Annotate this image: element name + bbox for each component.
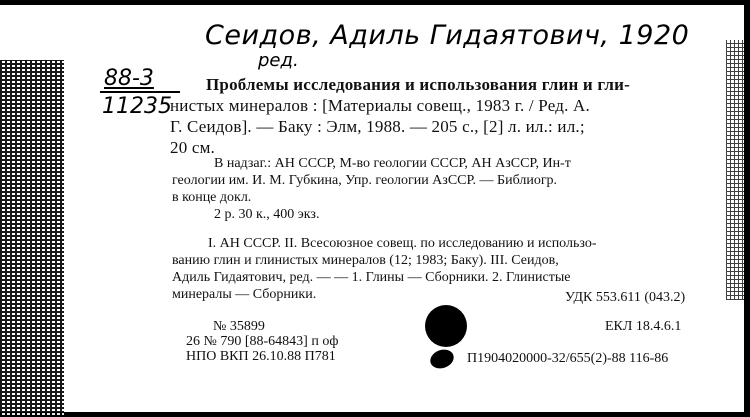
handwritten-author-name: Сеидов, Адиль Гидаятович, 1920 <box>205 20 690 51</box>
note-line-3: в конце докл. <box>172 190 252 205</box>
handwritten-editor-mark: ред. <box>258 50 299 71</box>
tracing-line-2: ванию глин и глинистых минералов (12; 1983; Баку). III. Сеидов, <box>172 253 559 268</box>
note-line-1: В надзаг.: АН СССР, М-во геологии СССР, АН АзССР, Ин-т <box>214 156 571 171</box>
scan-border-right <box>744 0 750 417</box>
handwritten-inventory-number: 11235 <box>102 94 172 119</box>
printing-info: НПО ВКП 26.10.88 П781 <box>186 349 336 364</box>
ink-blot-small <box>428 346 457 371</box>
ink-blot-large <box>425 305 467 347</box>
price-line: 2 р. 30 к., 400 экз. <box>214 207 320 222</box>
title-line-2: нистых минералов : [Материалы совещ., 1983 г. / Ред. А. <box>170 96 590 115</box>
tracing-line-1: I. АН СССР. II. Всесоюзное совещ. по исследованию и использо- <box>208 236 597 251</box>
title-line-4: 20 см. <box>170 138 216 157</box>
scan-border-top <box>0 0 750 5</box>
udk-code: УДК 553.611 (043.2) <box>565 290 686 305</box>
scan-noise-right <box>726 40 744 300</box>
handwritten-divider <box>100 91 180 93</box>
tracing-line-3: Адиль Гидаятович, ред. — — 1. Глины — Сборники. 2. Глинистые <box>172 270 571 285</box>
bibliographic-code: П1904020000-32/655(2)-88 116-86 <box>467 351 669 366</box>
tracing-line-4: минералы — Сборники. <box>172 287 317 302</box>
scan-border-bottom <box>0 412 750 417</box>
title-line-1: Проблемы исследования и использования глин и гли- <box>206 75 631 94</box>
handwritten-shelf-code: 88-3 <box>104 66 154 91</box>
scan-noise-left <box>0 60 64 417</box>
ekl-code: ЕКЛ 18.4.6.1 <box>605 319 682 334</box>
note-line-2: геологии им. И. М. Губкина, Упр. геологии АзССР. — Библиогр. <box>172 173 558 188</box>
title-line-3: Г. Сеидов]. — Баку : Элм, 1988. — 205 с., [2] л. ил.: ил.; <box>170 117 585 136</box>
card-number: № 35899 <box>213 319 265 334</box>
order-number: 26 № 790 [88-64843] п оф <box>186 334 339 349</box>
